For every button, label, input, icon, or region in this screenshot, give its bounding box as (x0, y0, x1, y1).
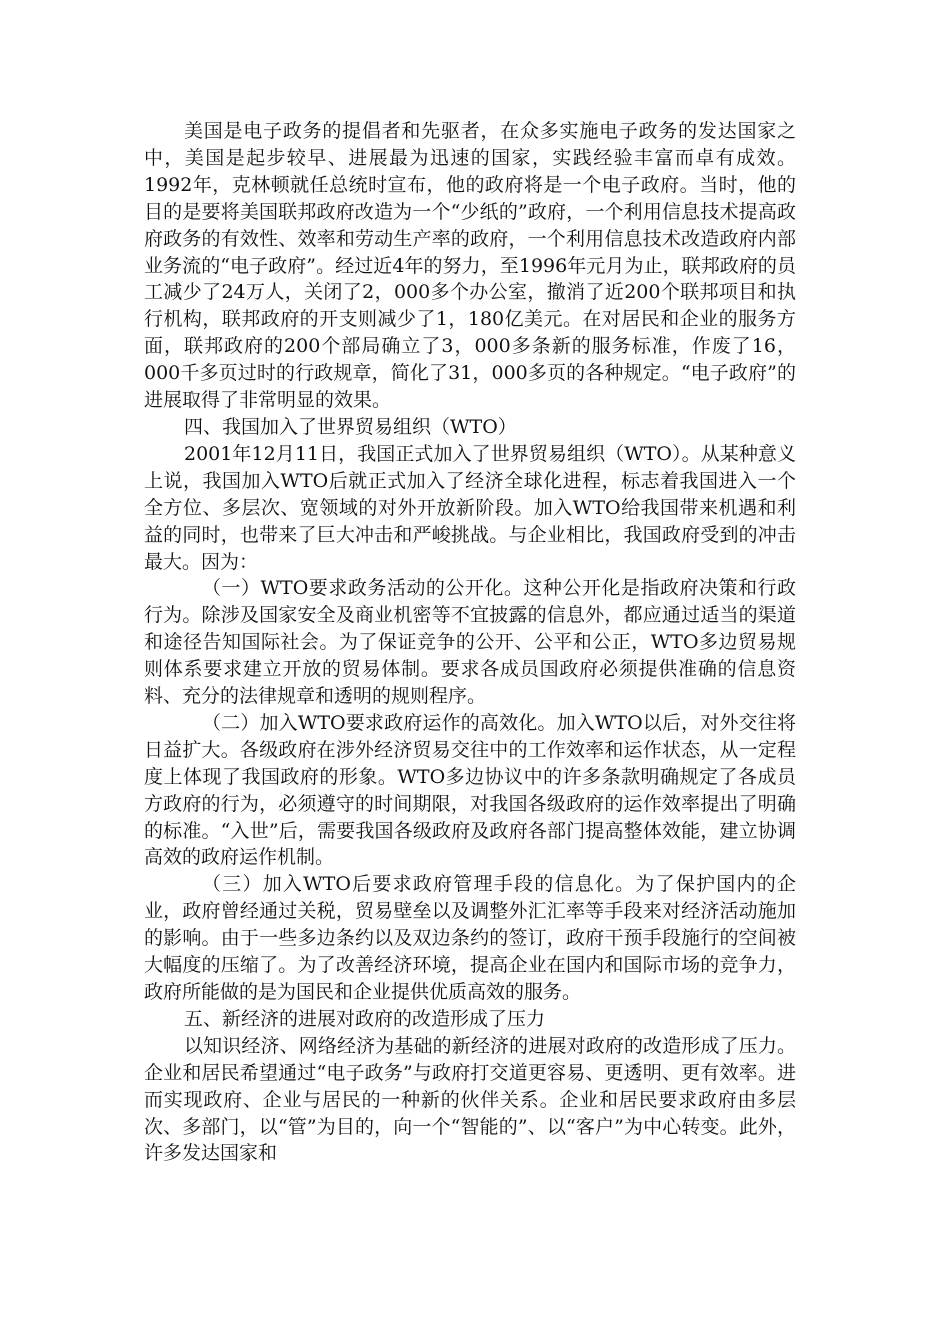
heading-new-economy: 五、新经济的进展对政府的改造形成了压力 (184, 1007, 546, 1030)
paragraph-wto-efficiency: （二）加入WTO要求政府运作的高效化。加入WTO以后，对外交往将日益扩大。各级政府在涉外经济贸易交往中的工作效率和运作状态，从一定程度上体现了我国政府的形象。WTO多边协议中的许多条款明确规定了各成员方政府的行为，必须遵守的时间期限，对我国各级政府的运作效率提出了明确的标准。“入世”后，需要我国各级政府及政府各部门提高整体效能，建立协调高效的政府运作机制。 (144, 711, 796, 869)
paragraph-new-economy: 以知识经济、网络经济为基础的新经济的进展对政府的改造形成了压力。企业和居民希望通过“电子政务”与政府打交道更容易、更透明、更有效率。进而实现政府、企业与居民的一种新的伙伴关系。企业和居民要求政府由多层次、多部门，以“管”为目的，向一个“智能的”、以“客户”为中心转变。此外，许多发达国家和 (144, 1034, 796, 1165)
paragraph-wto-openness: （一）WTO要求政务活动的公开化。这种公开化是指政府决策和行政行为。除涉及国家安全及商业机密等不宜披露的信息外，都应通过适当的渠道和途径告知国际社会。为了保证竞争的公开、公平和公正，WTO多边贸易规则体系要求建立开放的贸易体制。要求各成员国政府必须提供准确的信息资料、充分的法律规章和透明的规则程序。 (144, 577, 796, 708)
paragraph-wto-informatization: （三）加入WTO后要求政府管理手段的信息化。为了保护国内的企业，政府曾经通过关税，贸易壁垒以及调整外汇汇率等手段来对经济活动施加的影响。由于一些多边条约以及双边条约的签订，政府干预手段施行的空间被大幅度的压缩了。为了改善经济环境，提高企业在国内和国际市场的竞争力，政府所能做的是为国民和企业提供优质高效的服务。 (144, 873, 796, 1003)
paragraph-wto-join: 2001年12月11日，我国正式加入了世界贸易组织（WTO）。从某种意义上说，我国加入WTO后就正式加入了经济全球化进程，标志着我国进入一个全方位、多层次、宽领域的对外开放新阶段。加入WTO给我国带来机遇和利益的同时，也带来了巨大冲击和严峻挑战。与企业相比，我国政府受到的冲击最大。因为： (144, 442, 796, 573)
heading-wto: 四、我国加入了世界贸易组织（WTO） (184, 415, 517, 438)
paragraph-us-egov: 美国是电子政务的提倡者和先驱者，在众多实施电子政务的发达国家之中，美国是起步较早、进展最为迅速的国家，实践经验丰富而卓有成效。1992年，克林顿就任总统时宣布，他的政府将是一个电子政府。当时，他的目的是要将美国联邦政府改造为一个“少纸的”政府，一个利用信息技术提高政府政务的有效性、效率和劳动生产率的政府，一个利用信息技术改造政府内部业务流的“电子政府”。经过近4年的努力，至1996年元月为止，联邦政府的员工减少了24万人，关闭了2，000多个办公室，撤消了近200个联邦项目和执行机构，联邦政府的开支则减少了1，180亿美元。在对居民和企业的服务方面，联邦政府的200个部局确立了3，000多条新的服务标准，作废了16，000千多页过时的行政规章，简化了31，000多页的各种规定。“电子政府”的进展取得了非常明显的效果。 (144, 120, 796, 412)
document-body (144, 118, 796, 1167)
